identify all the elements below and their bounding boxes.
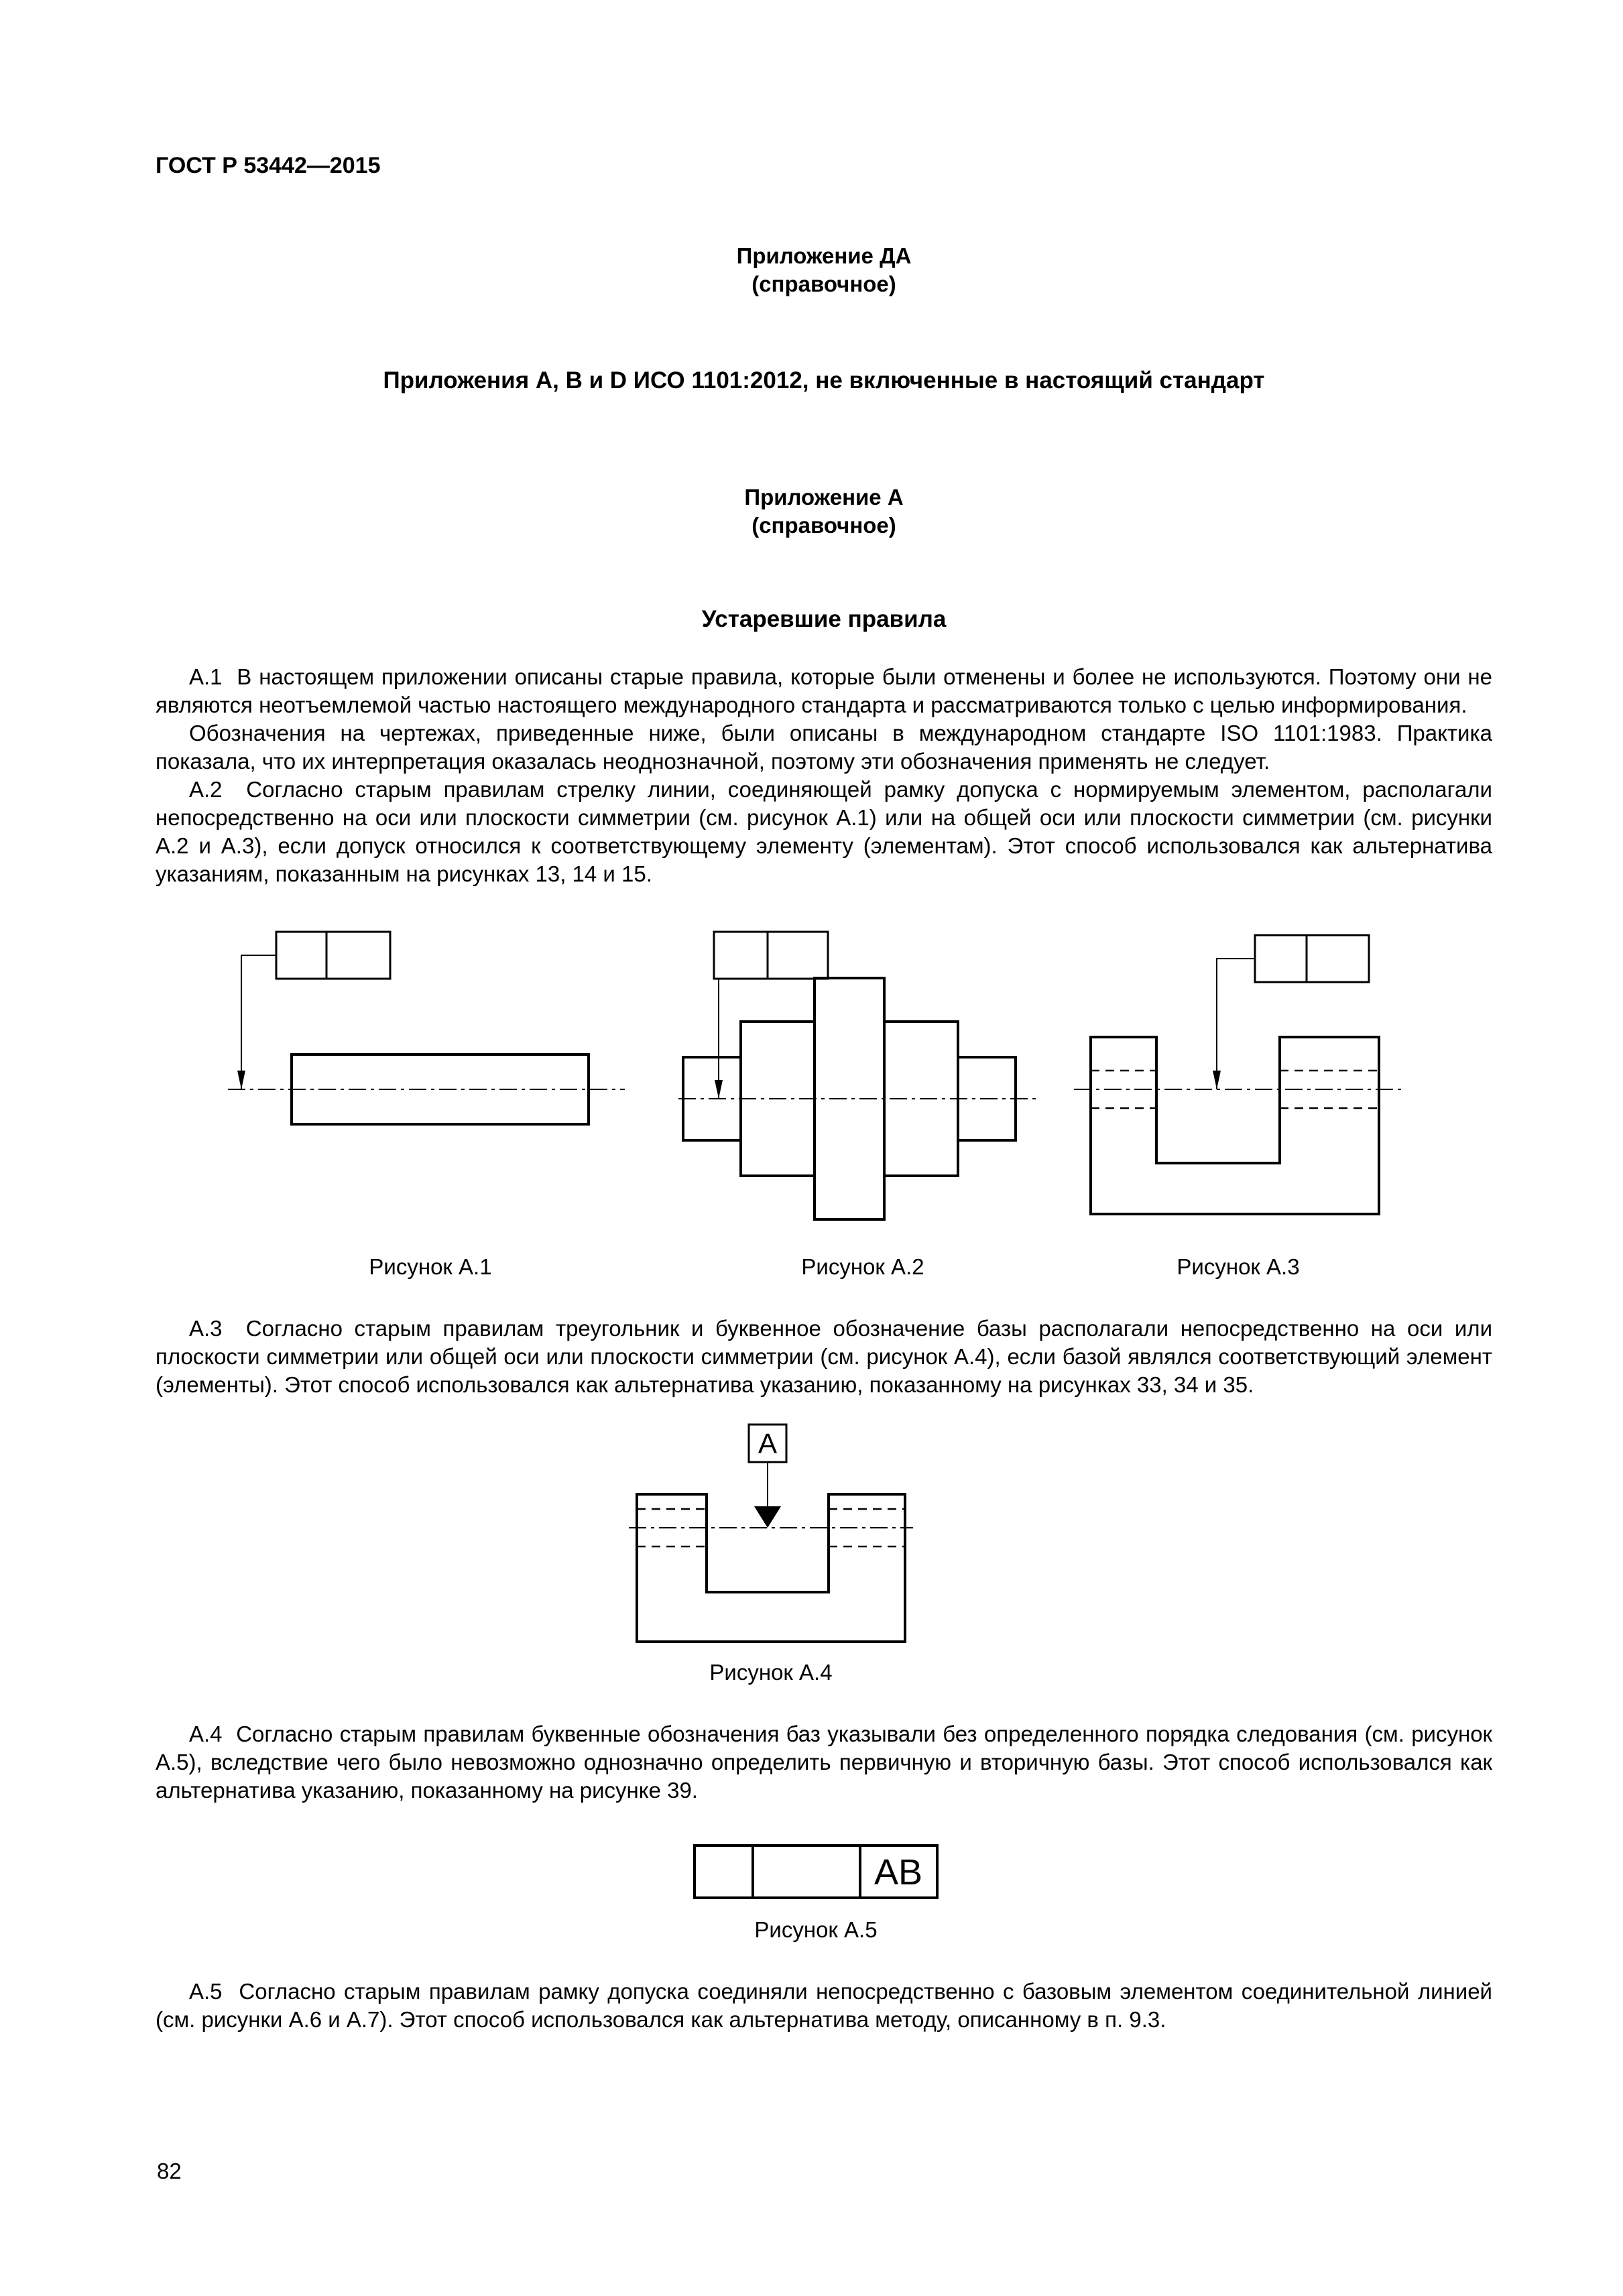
clause-a3-paragraph: А.3 Согласно старым правилам треугольник и буквенное обозначение базы располагали непосредственно на оси или плоскости симметрии или общей оси или плоскости симметрии (см. рисунок А.4), если базой являлся соответствующий элемент (элементы). Этот способ использовался как альтернатива указанию, показанному на рисунках 33, 34 и 35. (156, 1316, 1492, 1397)
annex-a-label: Приложение А (744, 485, 904, 509)
clause-a1-paragraph-2: Обозначения на чертежах, приведенные ниже, были описаны в международном стандарте ISO 1101:1983. Практика показала, что их интерпретация оказалась неоднозначной, поэтому эти обозначения применять не следует. (156, 721, 1492, 774)
leader-arrow-icon (237, 1071, 245, 1089)
tolerance-frame (1255, 935, 1369, 982)
clause-a2-paragraph: А.2 Согласно старым правилам стрелку линии, соединяющей рамку допуска с нормируемым элементом, располагали непосредственно на оси или плоскости симметрии (см. рисунок А.1) или на общей оси или плоскости симметрии (см. рисунки А.2 и А.3), если допуск относился к соответствующему элементу (элементам). Этот способ использовался как альтернатива указаниям, показанным на рисунках 13, 14 и 15. (156, 777, 1492, 886)
clause-a1-paragraph-1: А.1 В настоящем приложении описаны старые правила, которые были отменены и более не используются. Поэтому они не являются неотъемлемой частью настоящего международного стандарта и рассматриваются только с целью информирования. (156, 664, 1492, 717)
figures-row-a1-a3 (156, 922, 1492, 1281)
doc-number: ГОСТ Р 53442—2015 (156, 153, 381, 178)
figure-a5 (693, 1844, 939, 1944)
figure-a4 (623, 1419, 918, 1687)
figure-a5-drawing (693, 1844, 939, 1900)
figure-a2-caption: Рисунок А.2 (801, 1254, 924, 1279)
figure-a3-caption: Рисунок А.3 (1177, 1254, 1300, 1279)
figure-a1-caption: Рисунок А.1 (369, 1254, 492, 1279)
tolerance-frame (714, 932, 828, 979)
annex-da-label: Приложение ДА (736, 243, 912, 268)
figure-a4-caption: Рисунок А.4 (709, 1660, 833, 1685)
figure-a2-drawing (675, 922, 1050, 1244)
leader-line (1217, 959, 1255, 1089)
annex-a-type: (справочное) (752, 513, 896, 538)
figure-a3-drawing (1071, 922, 1406, 1244)
figure-a5-caption: Рисунок А.5 (754, 1917, 878, 1942)
figure-a3 (1071, 922, 1406, 1281)
slotted-block-outline (1091, 1037, 1379, 1214)
annex-da-type: (справочное) (752, 271, 896, 296)
figure-a1 (223, 922, 638, 1281)
datum-triangle-icon (754, 1506, 781, 1528)
leader-line (241, 955, 276, 1089)
annex-a-title: Устаревшие правила (701, 606, 947, 632)
datum-letter: А (758, 1427, 778, 1459)
page-number: 82 (157, 2159, 182, 2183)
clause-a5-paragraph: А.5 Согласно старым правилам рамку допуска соединяли непосредственно с базовым элементом соединительной линией (см. рисунки А.6 и А.7). Этот способ использовался как альтернатива методу, описанному в п. 9.3. (156, 1979, 1492, 2032)
annex-da-title: Приложения А, В и D ИСО 1101:2012, не включенные в настоящий стандарт (383, 367, 1265, 394)
leader-arrow-icon (715, 1080, 723, 1099)
clause-a4-paragraph: А.4 Согласно старым правилам буквенные обозначения баз указывали без определенного порядка следования (см. рисунок А.5), вследствие чего было невозможно однозначно определить первичную и вторичную базы. Этот способ использовался как альтернатива указанию, показанному на рисунке 39. (156, 1721, 1492, 1803)
figure-a4-drawing (623, 1419, 918, 1650)
figure-a2 (675, 922, 1050, 1281)
figure-a1-drawing (223, 922, 638, 1244)
leader-arrow-icon (1213, 1071, 1221, 1089)
datum-letters: АВ (874, 1852, 923, 1892)
tolerance-frame (276, 932, 390, 979)
